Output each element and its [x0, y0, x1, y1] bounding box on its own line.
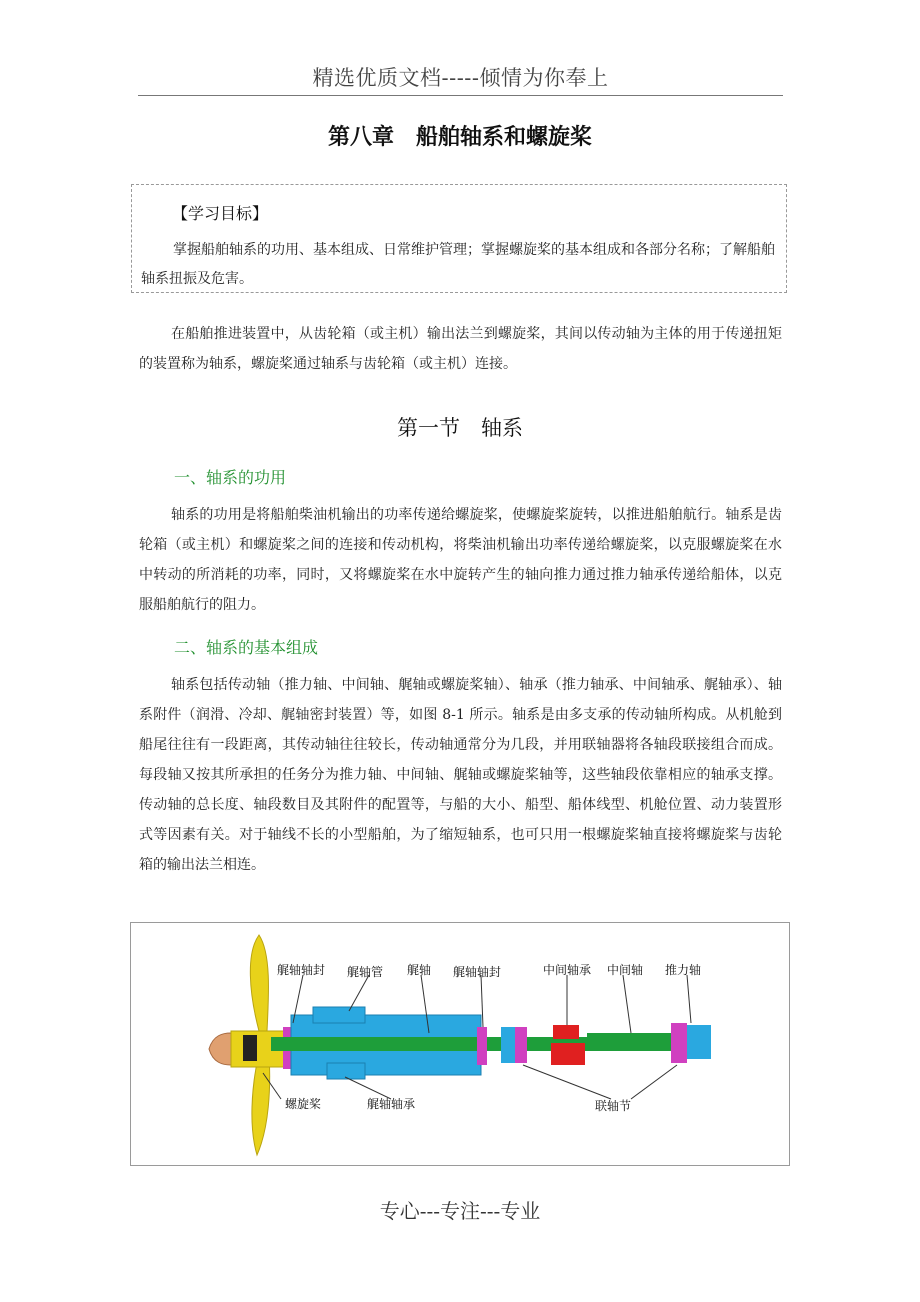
subsection-title-function: 一、轴系的功用 [174, 468, 287, 487]
stern-tube-flange-top [313, 1007, 365, 1023]
stern-tube-flange-bottom [327, 1063, 365, 1079]
page-footer: 专心---专注---专业 [379, 1199, 541, 1223]
paragraph-function: 轴系的功用是将船舶柴油机输出的功率传递给螺旋桨，使螺旋桨旋转，以推进船舶航行。轴系是齿轮箱（或主机）和螺旋桨之间的连接和传动机构，将柴油机输出功率传递给螺旋桨，以克服螺旋桨在水中转动的所消耗的功率，同时，又将螺旋桨在水中旋转产生的轴向推力通过推力轴承传递给船体，以克服船舶航行的阻力。 [139, 507, 782, 613]
learning-goals-heading: 【学习目标】 [172, 204, 269, 223]
header-divider [138, 95, 783, 96]
intro-paragraph: 在船舶推进装置中，从齿轮箱（或主机）输出法兰到螺旋桨，其间以传动轴为主体的用于传递扭矩的装置称为轴系，螺旋桨通过轴系与齿轮箱（或主机）连接。 [139, 326, 782, 372]
stern-seal-forward [477, 1027, 487, 1065]
label-stern-bearing: 艉轴轴承 [367, 1097, 416, 1111]
label-coupling: 联轴节 [595, 1099, 632, 1113]
learning-goals-box [131, 184, 787, 293]
leader-intermediate-shaft [623, 975, 631, 1033]
hub-nut [243, 1035, 257, 1061]
label-stern-shaft: 艉轴 [407, 963, 432, 977]
subsection-title-composition: 二、轴系的基本组成 [174, 638, 319, 657]
label-stern-seal-left: 艉轴轴封 [277, 963, 326, 977]
page-header: 精选优质文档-----倾情为你奉上 [312, 66, 609, 90]
section-title: 第一节 轴系 [397, 416, 523, 440]
intermediate-bearing-top [553, 1025, 579, 1039]
coupling-1-left [501, 1027, 515, 1063]
paragraph-composition: 轴系包括传动轴（推力轴、中间轴、艉轴或螺旋桨轴）、轴承（推力轴承、中间轴承、艉轴承）、轴系附件（润滑、冷却、艉轴密封装置）等，如图 8-1 所示。轴系是由多支承的传动轴所构成。从机舱到船尾往往有一段距离，其传动轴往往较长，传动轴通常分为几段，并用联轴器将各轴段联接组合而成。每段轴又按其所承担的任务分为推力轴、中间轴、艉轴或螺旋桨轴等，这些轴段依靠相应的轴承支撑。传动轴的总长度、轴段数目及其附件的配置等，与船的大小、船型、船体线型、机舱位置、动力装置形式等因素有关。对于轴线不长的小型船舶，为了缩短轴系，也可只用一根螺旋桨轴直接将螺旋桨与齿轮箱的输出法兰相连。 [139, 677, 782, 873]
shafting-diagram-figure [130, 922, 790, 1166]
chapter-title: 第八章 船舶轴系和螺旋桨 [327, 125, 592, 150]
leader-stern-tube [349, 975, 369, 1011]
learning-goals-text: 掌握船舶轴系的功用、基本组成、日常维护管理；掌握螺旋桨的基本组成和各部分名称；了解船舶轴系扭振及危害。 [141, 242, 775, 287]
coupling-2 [671, 1023, 687, 1063]
label-intermediate-bearing: 中间轴承 [543, 963, 592, 977]
coupling-1-right [515, 1027, 527, 1063]
leader-coupling-1 [523, 1065, 611, 1099]
label-propeller: 螺旋桨 [285, 1097, 322, 1111]
label-stern-seal-right: 艉轴轴封 [453, 965, 502, 979]
shafting-diagram [131, 923, 790, 1166]
leader-thrust-shaft [687, 975, 691, 1023]
label-stern-tube: 艉轴管 [347, 965, 384, 979]
label-intermediate-shaft: 中间轴 [607, 963, 644, 977]
intermediate-bearing-base [551, 1043, 585, 1065]
propeller-blade-lower [252, 1053, 270, 1155]
thrust-bearing [687, 1025, 711, 1059]
propeller-blade-upper [250, 935, 268, 1031]
label-thrust-shaft: 推力轴 [665, 963, 702, 977]
propeller-cap [209, 1033, 231, 1065]
leader-coupling-2 [631, 1065, 677, 1099]
